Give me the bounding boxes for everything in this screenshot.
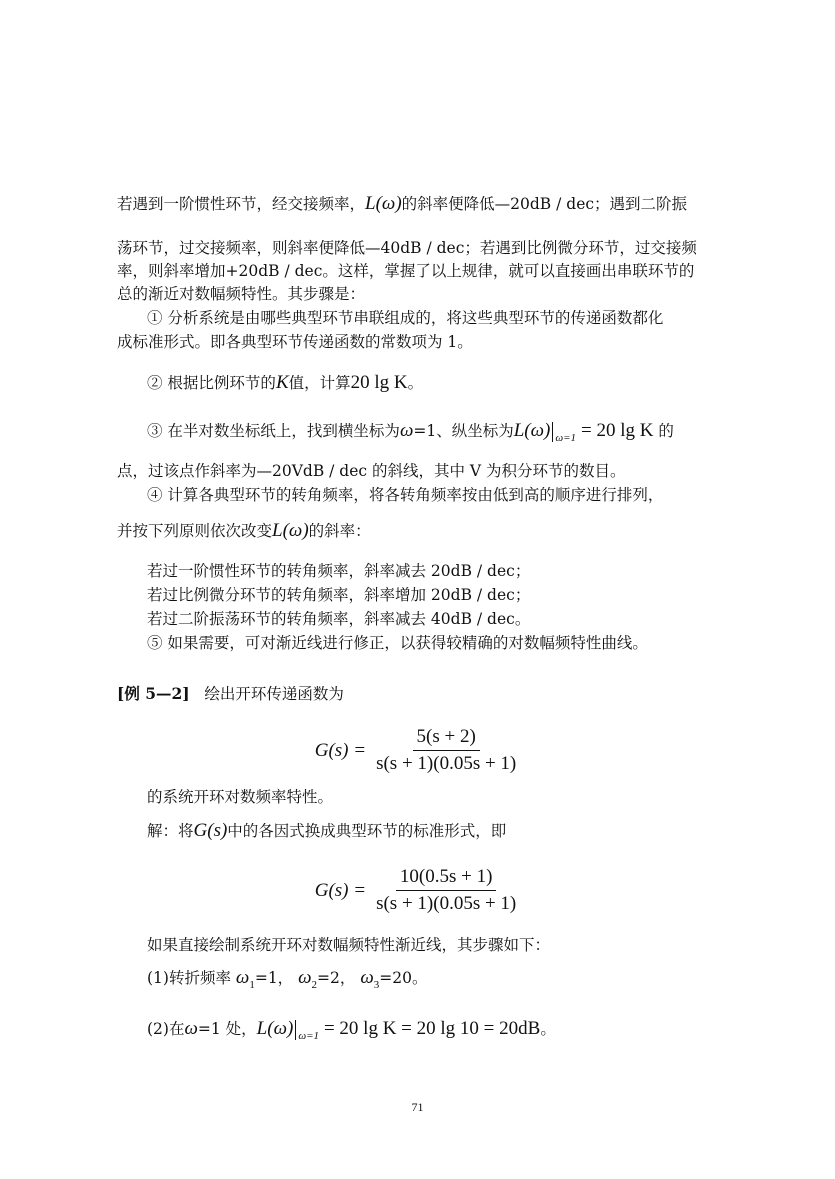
- math-L-omega: L(ω): [513, 420, 551, 441]
- math-omega: ω: [235, 967, 250, 988]
- math-omega: ω: [298, 967, 312, 988]
- step-2-line: [147, 372, 725, 394]
- math-omega: ω: [184, 1018, 198, 1039]
- math-omega: ω: [399, 420, 414, 441]
- page-number: 71: [411, 1100, 424, 1114]
- text: 。: [540, 1020, 556, 1038]
- math-expression: = 20 lg K = 20 lg 10 = 20dB: [323, 1018, 541, 1039]
- numerator: 5(s + 2): [413, 726, 480, 751]
- subscript: 2: [311, 979, 318, 991]
- math-L-omega: L(ω): [256, 1018, 294, 1039]
- text: 绘出开环传递函数为: [204, 685, 344, 703]
- text: =20。: [379, 969, 428, 987]
- text: 的斜率便降低—20dB / dec；遇到二阶振: [401, 195, 688, 213]
- text: 的: [658, 422, 674, 440]
- text: ② 根据比例环节的: [147, 374, 276, 392]
- text: =1，: [254, 969, 294, 987]
- rule-3: 若过二阶振荡环节的转角频率，斜率减去 40dB / dec。: [147, 610, 531, 628]
- step-3-continued: 点，过该点作斜率为—20VdB / dec 的斜线，其中 V 为积分环节的数目。: [117, 462, 626, 480]
- step-4-line: ④ 计算各典型环节的转角频率，将各转角频率按由低到高的顺序进行排列，: [147, 486, 664, 504]
- text: 中的各因式换成典型环节的标准形式，即: [227, 822, 507, 840]
- text: 值，计算: [288, 374, 351, 392]
- step-2-value: [147, 1018, 725, 1042]
- example-label: [例 5—2]: [117, 684, 190, 703]
- text: =2，: [317, 969, 356, 987]
- numerator: 10(0.5s + 1): [396, 866, 497, 891]
- math-20lgK: 20 lg K: [350, 372, 408, 393]
- step-1-continued: 成标准形式。即各典型环节传递函数的常数项为 1。: [117, 333, 473, 351]
- step-4-continued: [117, 520, 725, 542]
- solution-line: [147, 820, 725, 842]
- math-omega: ω: [360, 967, 374, 988]
- example-heading: [117, 683, 725, 705]
- paragraph-line: 荡环节，过交接频率，则斜率便降低—40dB / dec；若遇到比例微分环节，过交接频: [117, 239, 697, 257]
- paragraph-line: 如果直接绘制系统开环对数幅频特性渐近线，其步骤如下：: [147, 936, 551, 954]
- eval-bar: [295, 1020, 296, 1040]
- text: 解：将: [147, 822, 194, 840]
- text: (1)转折频率: [147, 969, 231, 987]
- step-1-line: ① 分析系统是由哪些典型环节串联组成的，将这些典型环节的传递函数都化: [147, 309, 664, 327]
- text: 若遇到一阶惯性环节，经交接频率，: [117, 195, 366, 213]
- equation-lhs: G(s) =: [314, 879, 367, 901]
- text: 并按下列原则依次改变: [117, 522, 273, 540]
- denominator: s(s + 1)(0.05s + 1): [376, 893, 517, 914]
- fraction: [372, 726, 520, 775]
- math-subscript: ω=1: [298, 1030, 320, 1042]
- equation-1: [0, 726, 835, 775]
- step-3-line: [147, 420, 725, 444]
- math-K: K: [275, 372, 289, 393]
- equation-lhs: G(s) =: [314, 739, 367, 761]
- text: (2)在: [147, 1020, 185, 1038]
- math-expression: = 20 lg K: [581, 420, 654, 441]
- math-G-s: G(s): [193, 820, 228, 841]
- text: 的斜率：: [308, 522, 371, 540]
- paragraph-line: 的系统开环对数频率特性。: [147, 788, 334, 806]
- subscript: 1: [249, 979, 255, 991]
- fraction: [372, 866, 520, 915]
- equation-2: [0, 866, 835, 915]
- paragraph-line: [117, 193, 725, 215]
- rule-1: 若过一阶惯性环节的转角频率，斜率减去 20dB / dec；: [147, 562, 531, 580]
- math-L-omega: L(ω): [365, 193, 402, 214]
- text: =1 处，: [197, 1020, 257, 1038]
- text: ③ 在半对数坐标纸上，找到横坐标为: [147, 422, 400, 440]
- math-L-omega: L(ω): [272, 520, 309, 541]
- subscript: 3: [373, 979, 380, 991]
- text: 。: [407, 374, 424, 392]
- step-1-frequencies: [147, 967, 725, 991]
- math-subscript: ω=1: [555, 432, 577, 444]
- text: =1、纵坐标为: [413, 422, 514, 440]
- paragraph-line: 总的渐近对数幅频特性。其步骤是：: [117, 285, 366, 303]
- step-5-line: ⑤ 如果需要，可对渐近线进行修正，以获得较精确的对数幅频特性曲线。: [147, 634, 648, 652]
- rule-2: 若过比例微分环节的转角频率，斜率增加 20dB / dec；: [147, 586, 531, 604]
- denominator: s(s + 1)(0.05s + 1): [376, 753, 517, 774]
- eval-bar: [552, 422, 553, 442]
- paragraph-line: 率，则斜率增加+20dB / dec。这样，掌握了以上规律，就可以直接画出串联环节的: [117, 262, 695, 280]
